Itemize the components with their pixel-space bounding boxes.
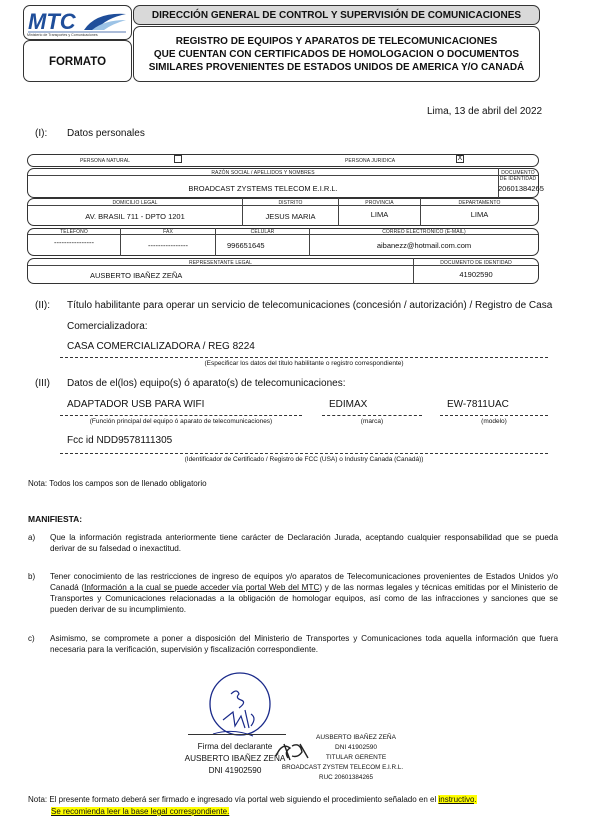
section-1-number: (I):: [35, 128, 48, 139]
footer-note: [28, 795, 477, 804]
domicilio-label: DOMICILIO LEGAL: [112, 200, 158, 206]
formato-box: [23, 40, 132, 82]
footer-note-text: Nota: El presente formato deberá ser firmado e ingresado vía portal web siguiendo el procedimiento señalado en el: [28, 795, 439, 804]
instructivo-link[interactable]: instructivo: [438, 795, 475, 804]
base-legal-link[interactable]: Se recomienda leer la base legal correspondiente.: [51, 807, 230, 816]
equipment-model-value: EW-7811UAC: [447, 399, 509, 410]
manifiesta-title: MANIFIESTA:: [28, 514, 83, 524]
main-title-line-1: REGISTRO DE EQUIPOS Y APARATOS DE TELECOMUNICACIONES: [175, 36, 498, 47]
manifiesta-c-text: Asimismo, se compromete a poner a disposición del Ministerio de Transportes y Comunicaciones toda aquella información que fuera necesaria para la verificación, supervisión y fiscalización correspondiente.: [50, 634, 558, 654]
section-2-number: (II):: [35, 300, 50, 311]
departamento-label: DEPARTAMENTO: [458, 200, 501, 206]
rep-doc-value: 41902590: [459, 270, 493, 279]
distrito-value: JESUS MARIA: [265, 212, 316, 221]
manifiesta-b-letter: b): [28, 572, 36, 581]
fcc-caption: (Identificador de Certificado / Registro de FCC (USA) o Industry Canada (Canadá)): [184, 456, 424, 463]
representante-value: AUSBERTO IBAÑEZ ZEÑA: [90, 271, 183, 280]
manifiesta-c-letter: c): [28, 634, 35, 643]
celular-value: 996651645: [227, 241, 265, 250]
razon-social-value: BROADCAST ZYSTEMS TELECOM E.I.R.L.: [188, 184, 338, 193]
persona-natural-checkbox[interactable]: [174, 155, 182, 163]
rep-doc-label: DOCUMENTO DE IDENTIDAD: [440, 260, 512, 266]
correo-value: aibanezz@hotmail.com.com: [376, 241, 472, 250]
signature-dni: DNI 41902590: [208, 766, 262, 775]
logo-subtext: Ministerio de Transportes y Comunicaciones: [27, 33, 98, 37]
top-title: DIRECCIÓN GENERAL DE CONTROL Y SUPERVISIÓN DE COMUNICACIONES: [151, 10, 522, 21]
section-3-number: (III): [35, 378, 50, 389]
main-title-line-2: QUE CUENTAN CON CERTIFICADOS DE HOMOLOGACION O DOCUMENTOS: [153, 49, 520, 60]
section-3-title: Datos de el(los) equipo(s) ó aparato(s) de telecomunicaciones:: [67, 378, 346, 389]
fax-label: FAX: [163, 229, 173, 235]
main-title-box: [133, 26, 540, 82]
departamento-value: LIMA: [470, 210, 489, 219]
equipment-brand-value: EDIMAX: [329, 399, 368, 410]
manifiesta-b-text-1: Tener conocimiento de las restricciones de ingreso de equipos y/o aparatos de Telecomunicaciones provenientes de Estados Unidos y/o Canadá (: [50, 572, 558, 592]
function-caption: (Función principal del equipo ó aparato de telecomunicaciones): [89, 418, 273, 425]
svg-text:MTC: MTC: [28, 9, 76, 34]
fcc-line: [60, 453, 548, 454]
signature-name: AUSBERTO IBAÑEZ ZEÑA: [184, 754, 286, 763]
document-date: Lima, 13 de abril del 2022: [427, 106, 543, 117]
distrito-label: DISTRITO: [278, 200, 303, 206]
footer-note-end: .: [474, 795, 477, 804]
manifiesta-b-text-2: ) y de las normas legales y técnicas emitidas por el Ministerio de Transportes y Comunicaciones relacionadas a la obligación de homologar equipos, así como de las infracciones y sanciones que se pueden derivar de su incumplimiento.: [50, 583, 558, 614]
persona-juridica-label: PERSONA JURIDICA: [345, 158, 396, 164]
mtc-web-link[interactable]: Información a la cual se puede acceder vía portal Web del MTC: [84, 583, 320, 592]
model-caption: (modelo): [481, 418, 507, 425]
manifiesta-a-letter: a): [28, 533, 36, 542]
stamp-line-2: DNI 41902590: [335, 744, 377, 751]
brand-line: [322, 415, 422, 416]
equipment-function-value: ADAPTADOR USB PARA WIFI: [67, 399, 205, 410]
section-2-text-line-1: Título habilitante para operar un servicio de telecomunicaciones (concesión / autorización) / Registro de Casa: [67, 300, 553, 311]
function-line: [60, 415, 302, 416]
manifiesta-a-text: Que la información registrada anteriormente tiene carácter de Declaración Jurada, aceptando cualquier responsabilidad que se pueda derivar de su falsedad o inexactitud.: [50, 533, 558, 553]
doc-identidad-label: DOCUMENTO DE IDENTIDAD: [499, 170, 537, 182]
celular-label: CELULAR: [250, 229, 275, 235]
model-line: [440, 415, 548, 416]
stamp-line-4: BROADCAST ZYSTEM TELECOM E.I.R.L.: [281, 764, 404, 771]
doc-identidad-value: 20601384265: [498, 184, 544, 193]
logo-box: [23, 5, 132, 40]
section-2-text-line-2: Comercializadora:: [67, 321, 148, 332]
stamp-line-5: RUC 20601384265: [319, 774, 373, 781]
nota-obligatorio: Nota: Todos los campos son de llenado obligatorio: [28, 479, 207, 488]
fcc-id-value: Fcc id NDD9578111305: [67, 435, 173, 446]
signature-label: Firma del declarante: [197, 742, 273, 751]
top-title-box: [133, 5, 540, 25]
correo-label: CORREO ELECTRÓNICO (E-MAIL): [382, 229, 466, 235]
stamp-line-3: TITULAR GERENTE: [325, 754, 387, 761]
razon-social-label: RAZÓN SOCIAL / APELLIDOS Y NOMBRES: [211, 170, 315, 176]
section-2-caption: (Especificar los datos del título habilitante o registro correspondiente): [204, 360, 404, 367]
fax-value: ----------------: [148, 241, 188, 250]
signature-line: [188, 734, 286, 735]
section-2-value: CASA COMERCIALIZADORA / REG 8224: [67, 341, 255, 352]
persona-natural-label: PERSONA NATURAL: [80, 158, 131, 164]
section-2-line: [60, 357, 548, 358]
persona-juridica-checkbox[interactable]: X: [457, 155, 463, 162]
telefono-value: ----------------: [54, 238, 94, 247]
representante-label: REPRESENTANTE LEGAL: [189, 260, 252, 266]
telefono-label: TELÉFONO: [60, 229, 88, 235]
formato-label: FORMATO: [48, 56, 107, 68]
main-title-line-3: SIMILARES PROVENIENTES DE ESTADOS UNIDOS DE AMERICA Y/O CANADÁ: [148, 62, 525, 73]
manifiesta-b-text: [50, 571, 558, 615]
provincia-label: PROVINCIA: [365, 200, 394, 206]
brand-caption: (marca): [360, 418, 384, 425]
section-1-title: Datos personales: [67, 128, 145, 139]
stamp-line-1: AUSBERTO IBAÑEZ ZEÑA: [316, 734, 396, 741]
domicilio-value: AV. BRASIL 711 - DPTO 1201: [85, 212, 185, 221]
provincia-value: LIMA: [370, 210, 389, 219]
